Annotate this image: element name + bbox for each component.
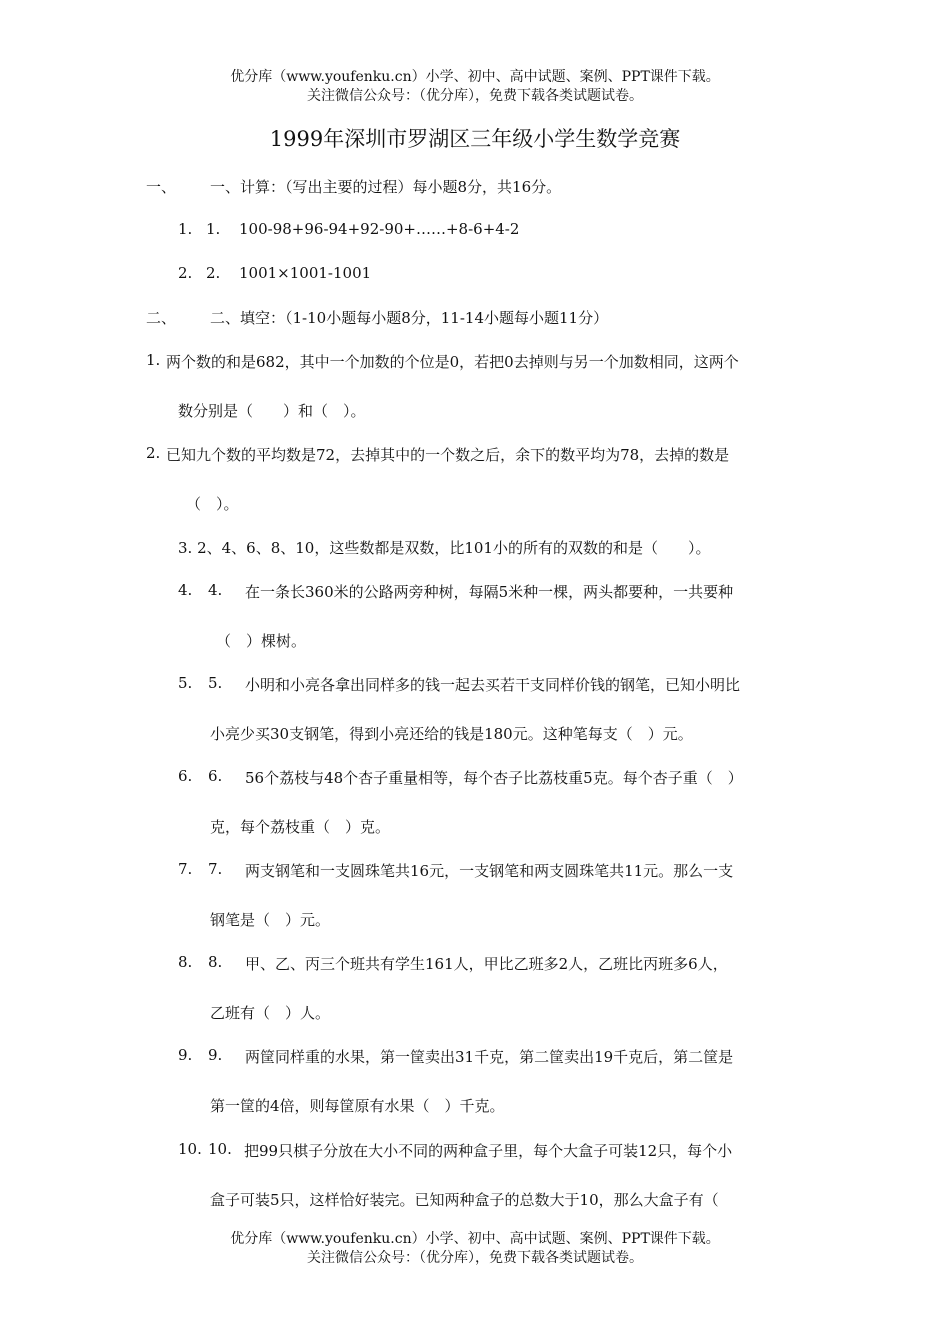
page-title: 1999年深圳市罗湖区三年级小学生数学竞赛	[269, 127, 681, 151]
section1-heading: 一、计算：（写出主要的过程）每小题8分，共16分。	[210, 178, 562, 196]
q6-line-1: 56个荔枝与48个杏子重量相等，每个杏子比荔枝重5克。每个杏子重（ ）	[245, 769, 743, 787]
q10-line-2: 盒子可装5只，这样恰好装完。已知两种盒子的总数大于10，那么大盒子有（	[210, 1191, 719, 1209]
section2-heading: 二、填空：（1-10小题每小题8分，11-14小题每小题11分）	[210, 309, 609, 327]
q9-num-a: 9.	[178, 1046, 193, 1064]
q1-number: 1.	[146, 351, 161, 369]
footer-line-2: 关注微信公众号：（优分库），免费下载各类试题试卷。	[307, 1250, 643, 1266]
q5-line-1: 小明和小亮各拿出同样多的钱一起去买若干支同样价钱的钢笔，已知小明比	[245, 676, 741, 694]
header-line-1: 优分库（www.youfenku.cn）小学、初中、高中试题、案例、PPT课件下载。	[230, 69, 720, 85]
q8-num-b: 8.	[208, 953, 223, 971]
q7-num-b: 7.	[208, 860, 223, 878]
calc-item-1-text: 100-98+96-94+92-90+……+8-6+4-2	[239, 220, 520, 238]
calc-item-1-num-a: 1.	[178, 220, 193, 238]
q1-line-1: 两个数的和是682，其中一个加数的个位是0，若把0去掉则与另一个加数相同，这两个	[166, 353, 739, 371]
q6-num-b: 6.	[208, 767, 223, 785]
section2-number: 二、	[146, 309, 177, 327]
q5-num-b: 5.	[208, 674, 223, 692]
calc-item-2-text: 1001×1001-1001	[239, 264, 372, 282]
q8-line-1: 甲、乙、丙三个班共有学生161人，甲比乙班多2人，乙班比丙班多6人，	[245, 955, 728, 973]
q5-num-a: 5.	[178, 674, 193, 692]
q1-line-2: 数分别是（ ）和（ ）。	[178, 402, 366, 420]
calc-item-1-num-b: 1.	[206, 220, 221, 238]
q6-line-2: 克，每个荔枝重（ ）克。	[210, 818, 391, 836]
q4-line-2: （ ）棵树。	[216, 632, 307, 650]
q2-line-1: 已知九个数的平均数是72，去掉其中的一个数之后，余下的数平均为78，去掉的数是	[166, 446, 730, 464]
q5-line-2: 小亮少买30支钢笔，得到小亮还给的钱是180元。这种笔每支（ ）元。	[210, 725, 693, 743]
q10-num-b: 10.	[208, 1140, 232, 1158]
q7-line-1: 两支钢笔和一支圆珠笔共16元，一支钢笔和两支圆珠笔共11元。那么一支	[245, 862, 734, 880]
q9-num-b: 9.	[208, 1046, 223, 1064]
q8-line-2: 乙班有（ ）人。	[210, 1004, 331, 1022]
q2-line-2: （ ）。	[186, 495, 239, 513]
q3-text: 3. 2、4、6、8、10，这些数都是双数，比101小的所有的双数的和是（ ）。	[178, 539, 711, 557]
q7-num-a: 7.	[178, 860, 193, 878]
section1-number: 一、	[146, 178, 177, 196]
q2-number: 2.	[146, 444, 161, 462]
footer-line-1: 优分库（www.youfenku.cn）小学、初中、高中试题、案例、PPT课件下载。	[230, 1231, 720, 1247]
q8-num-a: 8.	[178, 953, 193, 971]
q10-line-1: 把99只棋子分放在大小不同的两种盒子里，每个大盒子可装12只，每个小	[244, 1142, 733, 1160]
q4-line-1: 在一条长360米的公路两旁种树，每隔5米种一棵，两头都要种，一共要种	[245, 583, 734, 601]
q4-num-a: 4.	[178, 581, 193, 599]
header-line-2: 关注微信公众号：（优分库），免费下载各类试题试卷。	[307, 88, 643, 104]
q10-num-a: 10.	[178, 1140, 202, 1158]
calc-item-2-num-a: 2.	[178, 264, 193, 282]
q7-line-2: 钢笔是（ ）元。	[210, 911, 331, 929]
q9-line-2: 第一筐的4倍，则每筐原有水果（ ）千克。	[210, 1097, 505, 1115]
q9-line-1: 两筐同样重的水果，第一筐卖出31千克，第二筐卖出19千克后，第二筐是	[245, 1048, 734, 1066]
q6-num-a: 6.	[178, 767, 193, 785]
calc-item-2-num-b: 2.	[206, 264, 221, 282]
q4-num-b: 4.	[208, 581, 223, 599]
